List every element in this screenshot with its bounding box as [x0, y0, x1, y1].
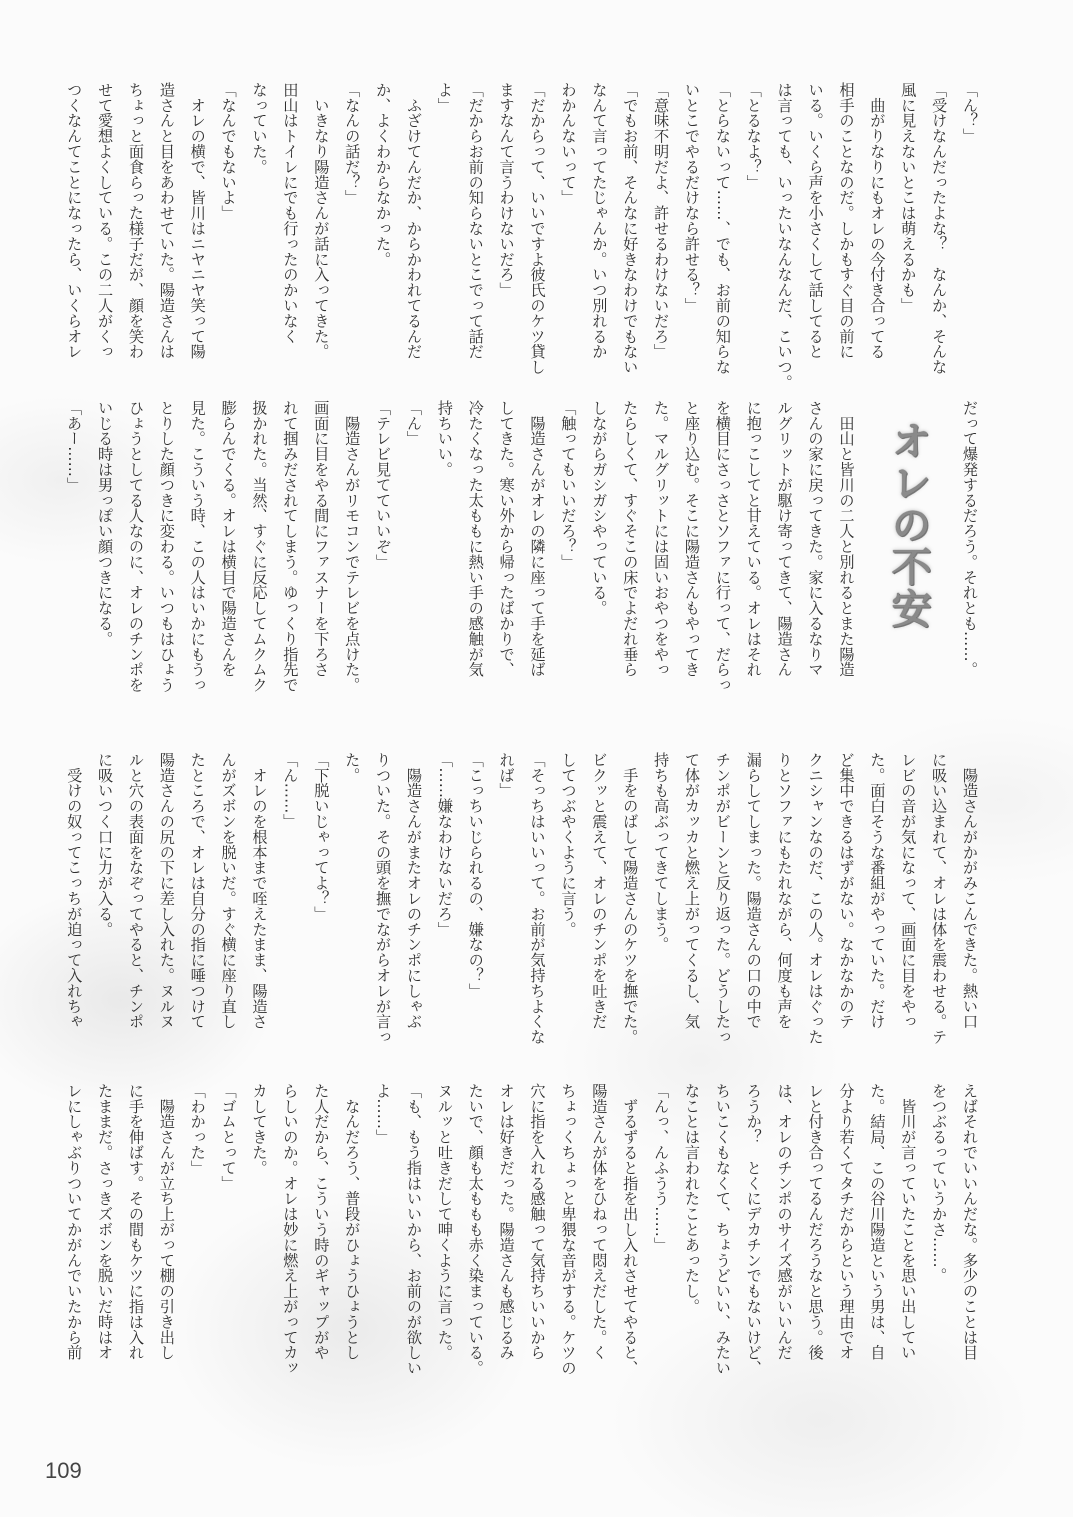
text-column: いきなり陽造さんが話に入ってきた。 — [312, 82, 331, 360]
text-column: ルグリットが駆け寄ってきて、陽造さん — [775, 400, 794, 678]
page-number: 109 — [45, 1458, 82, 1483]
text-column: て体がカッカと燃え上がってくるし、気 — [682, 752, 701, 1030]
text-column: 「ん」 — [404, 400, 423, 447]
text-column: ちょっと面食らった様子だが、顔を笑わ — [126, 82, 145, 360]
text-column: ちょっくちょっと卑猥な音がする。ケツの — [559, 1083, 578, 1376]
text-column: よ」 — [435, 82, 454, 113]
text-column: たままだ。さっきズボンを脱いだ時はオ — [96, 1083, 115, 1361]
text-column: 扱かれた。当然、すぐに反応してムクムク — [250, 400, 269, 693]
text-column: た。結局、この谷川陽造という男は、自 — [868, 1083, 887, 1361]
text-column: 「だからって、いいですよ彼氏のケツ貸し — [528, 82, 547, 375]
text-column: オレのを根本まで咥えたまま、陽造さ — [250, 752, 269, 1030]
text-column: 田山と皆川の二人と別れるとまた陽造 — [837, 400, 856, 678]
text-column: レビの音が気になって、画面に目をやっ — [899, 752, 918, 1030]
text-column: しながらガシガシやっている。 — [590, 400, 609, 616]
text-column: なんて言ってたじゃんか。いつ別れるか — [590, 82, 609, 360]
text-column: 陽造さんが体をひねって悶えだした。く — [590, 1083, 609, 1361]
text-column: 「意味不明だよ、許せるわけないだろ」 — [652, 82, 671, 360]
text-column: に抱っこしてと甘えている。オレはそれ — [744, 400, 763, 678]
text-column: 相手のことなのだ。しかもすぐ目の前に — [837, 82, 856, 360]
text-column: ど集中できるはずがない。なかなかのテ — [837, 752, 856, 1030]
text-column: 陽造さんがかがみこんできた。熱い口 — [961, 752, 979, 1030]
text-column: 「あー……」 — [65, 400, 84, 493]
text-column: 受けの奴ってこっちが迫って入れちゃ — [65, 752, 84, 1030]
text-column: 「なんでもないよ」 — [219, 82, 238, 221]
text-column: 冷たくなった太ももに熱い手の感触が気 — [466, 400, 485, 678]
text-column: たいで、顔も太ももも赤く染まっている。 — [466, 1083, 485, 1376]
text-column: 陽造さんがリモコンでテレビを点けた。 — [343, 400, 362, 693]
text-column: 「わかった」 — [188, 1083, 207, 1176]
text-column: 持ちいい。 — [435, 400, 454, 477]
text-column: たところで、オレは自分の指に唾つけて — [188, 752, 207, 1030]
text-column: 「なんの話だ？」 — [343, 82, 362, 206]
text-column: してきた。寒い外から帰ったばかりで、 — [497, 400, 516, 678]
text-column: よ……」 — [374, 1083, 393, 1145]
text-column: 陽造さんの尻の下に差し入れた。ヌルヌ — [157, 752, 176, 1030]
text-column: 漏らしてしまった。陽造さんの口の中で — [744, 752, 763, 1030]
text-column: 「んっ、んふうう……」 — [652, 1083, 671, 1253]
text-column: さんの家に戻ってきた。家に入るなりマ — [806, 400, 825, 678]
text-column: わかんないって」 — [559, 82, 578, 206]
text-column: んがズボンを脱いだ。すぐ横に座り直し — [219, 752, 238, 1030]
text-column: に手を伸ばす。その間もケツに指は入れ — [126, 1083, 145, 1361]
text-column: オレの横で、皆川はニヤニヤ笑って陽 — [188, 82, 207, 360]
text-column: に吸いつく口に力が入る。 — [96, 752, 115, 937]
text-column: 曲がりなりにもオレの今付き合ってる — [868, 82, 887, 360]
text-column: なんだろう、普段がひょうひょうとし — [343, 1083, 362, 1361]
text-column: は言っても、いったいなんなんだ、こいつ。 — [775, 82, 794, 390]
text-column: つくなんてことになったら、いくらオレ — [65, 82, 84, 360]
text-tier-2 — [58, 400, 985, 730]
text-column: 田山はトイレにでも行ったのかいなく — [281, 82, 300, 344]
text-column: たらしくて、すぐそこの床でよだれ垂ら — [621, 400, 640, 678]
text-column: ルと穴の表面をなぞってやると、チンポ — [126, 752, 145, 1030]
text-column: 造さんと目をあわせていた。陽造さんは — [157, 82, 176, 360]
text-column: をつぶるっていうかさ……。 — [930, 1083, 949, 1284]
text-column: 「とるなよ？」 — [744, 82, 763, 190]
text-column: た。面白そうな番組がやっていた。だけ — [868, 752, 887, 1030]
text-column: た。 — [343, 752, 362, 783]
text-column: 「も、もう指はいいから、お前のが欲しい — [404, 1083, 423, 1376]
text-column: いとこでやるだけなら許せる？」 — [682, 82, 701, 313]
text-column: 「ゴムとって」 — [219, 1083, 238, 1191]
text-column: ますなんて言うわけないだろ」 — [497, 82, 516, 298]
text-tier-4 — [58, 1083, 985, 1413]
text-column: 「下脱いじゃってよ？」 — [312, 752, 331, 922]
text-column: 膨らんでくる。オレは横目で陽造さんを — [219, 400, 238, 678]
text-column: レにしゃぶりついてかがんでいたから前 — [65, 1083, 84, 1361]
text-column: 「ん……」 — [281, 752, 300, 829]
text-column: た人だから、こういう時のギャップがや — [312, 1083, 331, 1361]
text-column: チンポがビーンと反り返った。どうしたっ — [713, 752, 732, 1045]
text-column: か、よくわからなかった。 — [374, 82, 393, 267]
text-column: りついた。その頭を撫でながらオレが言っ — [374, 752, 393, 1045]
text-column: カしてきた。 — [250, 1083, 269, 1176]
text-column: 「ん？」 — [961, 82, 979, 144]
text-column: とりした顔つきに変わる。いつもはひょう — [157, 400, 176, 693]
text-column: 皆川が言っていたことを思い出してい — [899, 1083, 918, 1361]
text-column: 「こっちいじられるの、嫌なの？」 — [466, 752, 485, 999]
text-column: 「受けなんだったよな？ なんか、そんな — [930, 82, 949, 375]
text-column: ふざけてんだか、からかわれてるんだ — [404, 82, 423, 360]
text-column: ヌルッと吐きだして呻くように言った。 — [435, 1083, 454, 1361]
text-column: りとソファにもたれながら、何度も声を — [775, 752, 794, 1030]
section-heading: オレの不安 — [885, 420, 933, 630]
text-column: ずるずると指を出し入れさせてやると、 — [621, 1083, 640, 1376]
text-column: 画面に目をやる間にファスナーを下ろさ — [312, 400, 331, 678]
text-column: なっていた。 — [250, 82, 269, 175]
text-column: 陽造さんが立ち上がって棚の引き出し — [157, 1083, 176, 1361]
text-column: 分より若くてタチだからという理由でオ — [837, 1083, 856, 1361]
text-tier-3 — [58, 752, 985, 1082]
text-column: 穴に指を入れる感触って気持ちいいから — [528, 1083, 547, 1361]
text-column: 手をのばして陽造さんのケツを撫でた。 — [621, 752, 640, 1045]
text-column: に吸い込まれて、オレは体を震わせる。テ — [930, 752, 949, 1045]
text-column: を横目にさっさとソファに行って、だらっ — [713, 400, 732, 693]
text-column: いる。いくら声を小さくして話してると — [806, 82, 825, 360]
text-column: 「触ってもいいだろ？」 — [559, 400, 578, 570]
text-column: れて掴みだされてしまう。ゆっくり指先で — [281, 400, 300, 693]
text-column: クニシャンなのだ、この人。オレはぐった — [806, 752, 825, 1045]
text-column: 「……嫌なわけないだろ」 — [435, 752, 454, 937]
text-column: 風に見えないとこは萌えるかも」 — [899, 82, 918, 313]
text-column: 陽造さんがまたオレのチンポにしゃぶ — [404, 752, 423, 1030]
text-column: オレは好きだった。陽造さんも感じるみ — [497, 1083, 516, 1361]
text-column: た。マルグリットには固いおやつをやっ — [652, 400, 671, 678]
text-column: だって爆発するだろう。それとも……。 — [961, 400, 979, 678]
text-column: れば」 — [497, 752, 516, 799]
text-column: 「テレビ見てていいぞ」 — [374, 400, 393, 570]
text-column: 陽造さんがオレの隣に座って手を延ば — [528, 400, 547, 678]
section-heading-block — [861, 400, 954, 730]
text-column: は、オレのチンポのサイズ感がいいんだ — [775, 1083, 794, 1361]
text-column: なことは言われたことあったし。 — [682, 1083, 701, 1314]
text-column: 「だからお前の知らないとこでって話だ — [466, 82, 485, 360]
text-column: ちいこくもなくて、ちょうどいい、みたい — [713, 1083, 732, 1376]
text-column: 「でもお前、そんなに好きなわけでもない — [621, 82, 640, 375]
text-column: してつぶやくように言う。 — [559, 752, 578, 937]
text-column: せて愛想よくしている。この二人がくっ — [96, 82, 115, 360]
text-column: いじる時は男っぽい顔つきになる。 — [96, 400, 115, 647]
text-column: らしいのか。オレは妙に燃え上がってカッ — [281, 1083, 300, 1376]
text-column: 持ちも高ぶってきてしまう。 — [652, 752, 671, 953]
text-column: えばそれでいいんだな。多少のことは目 — [961, 1083, 979, 1361]
text-column: と座り込む。そこに陽造さんもやってき — [682, 400, 701, 678]
text-column: ろうか？ とくにデカチンでもないけど、 — [744, 1083, 763, 1376]
text-column: ひょうとしてる人なのに、オレのチンポを — [126, 400, 145, 693]
text-column: レと付き合ってるんだろうなと思う。後 — [806, 1083, 825, 1361]
text-column: 「そっちはいいって。お前が気持ちよくな — [528, 752, 547, 1045]
text-column: ビクッと震えて、オレのチンポを吐きだ — [590, 752, 609, 1030]
text-tier-1 — [58, 82, 985, 412]
text-column: 見た。こういう時、この人はいかにもうっ — [188, 400, 207, 693]
text-column: 「とらないって……、でも、お前の知らな — [713, 82, 732, 375]
